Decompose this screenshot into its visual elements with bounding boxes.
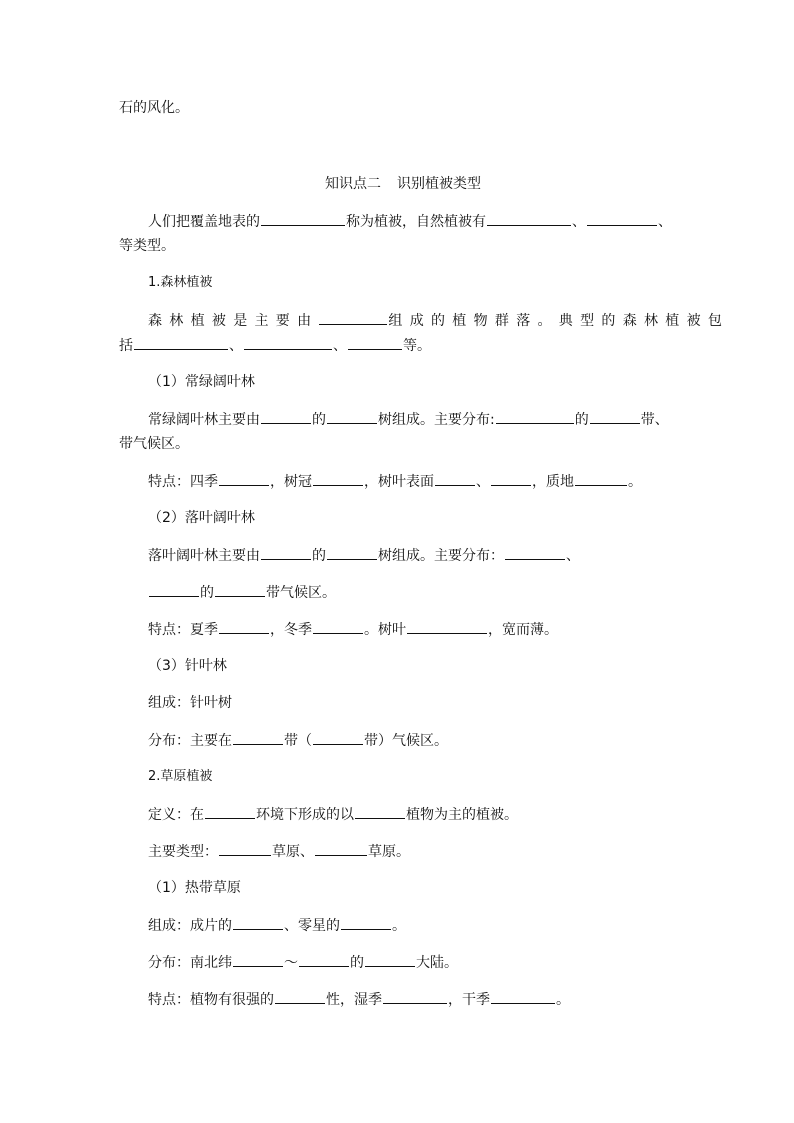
fill-blank[interactable] <box>205 804 255 819</box>
text-line: 主要类型： 草原、 草原。 <box>148 841 410 862</box>
fill-blank[interactable] <box>313 730 363 745</box>
fill-blank[interactable] <box>149 582 199 597</box>
fill-blank[interactable] <box>319 310 387 325</box>
text-line: 组成：成片的 、零星的 。 <box>148 915 406 936</box>
fill-blank[interactable] <box>496 409 574 424</box>
fill-blank[interactable] <box>355 804 405 819</box>
fill-blank[interactable] <box>215 582 265 597</box>
text-line: 石的风化。 <box>119 100 189 116</box>
text-line: 人们把覆盖地表的 称为植被，自然植被有 、 、 <box>148 211 672 232</box>
fill-blank[interactable] <box>244 335 332 350</box>
fill-blank[interactable] <box>219 619 269 634</box>
subheading: 2.草原植被 <box>148 769 213 784</box>
fill-blank[interactable] <box>233 915 283 930</box>
fill-blank[interactable] <box>383 989 447 1004</box>
fill-blank[interactable] <box>491 471 531 486</box>
subheading: （1）常绿阔叶林 <box>148 374 255 390</box>
text-line: 特点：四季 ，树冠 ，树叶表面 、 ，质地 。 <box>148 471 642 492</box>
fill-blank[interactable] <box>233 730 283 745</box>
fill-blank[interactable] <box>505 545 565 560</box>
fill-blank[interactable] <box>327 545 377 560</box>
fill-blank[interactable] <box>587 211 657 226</box>
section-heading: 知识点二 识别植被类型 <box>325 176 481 192</box>
subheading: （3）针叶林 <box>148 658 227 674</box>
fill-blank[interactable] <box>134 335 228 350</box>
subheading: （2）落叶阔叶林 <box>148 510 255 526</box>
fill-blank[interactable] <box>435 471 475 486</box>
text-line: 特点：植物有很强的 性，湿季 ，干季 。 <box>148 989 570 1010</box>
fill-blank[interactable] <box>219 471 269 486</box>
fill-blank[interactable] <box>327 409 377 424</box>
text-line: 括 、 、 等。 <box>119 335 431 356</box>
fill-blank[interactable] <box>315 841 367 856</box>
text-line: 的 带气候区。 <box>148 582 336 603</box>
text-line: 落叶阔叶林主要由 的 树组成。主要分布： 、 <box>148 545 580 566</box>
fill-blank[interactable] <box>590 409 640 424</box>
text-line: 分布：主要在 带（ 带）气候区。 <box>148 730 448 751</box>
fill-blank[interactable] <box>261 211 345 226</box>
fill-blank[interactable] <box>348 335 402 350</box>
fill-blank[interactable] <box>313 471 363 486</box>
text-line: 分布：南北纬 ～ 的 大陆。 <box>148 952 458 973</box>
subheading: （1）热带草原 <box>148 880 241 896</box>
text-line: 特点：夏季 ，冬季 。树叶 ，宽而薄。 <box>148 619 558 640</box>
fill-blank[interactable] <box>261 545 311 560</box>
fill-blank[interactable] <box>299 952 349 967</box>
fill-blank[interactable] <box>487 211 571 226</box>
fill-blank[interactable] <box>365 952 415 967</box>
fill-blank[interactable] <box>341 915 391 930</box>
fill-blank[interactable] <box>313 619 363 634</box>
fill-blank[interactable] <box>233 952 283 967</box>
fill-blank[interactable] <box>491 989 555 1004</box>
subheading: 1.森林植被 <box>148 275 213 290</box>
fill-blank[interactable] <box>219 841 271 856</box>
text-line: 定义：在 环境下形成的以 植物为主的植被。 <box>148 804 518 825</box>
text-line: 等类型。 <box>119 238 175 254</box>
fill-blank[interactable] <box>407 619 487 634</box>
text-line: 常绿阔叶林主要由 的 树组成。主要分布: 的 带、 <box>148 409 669 430</box>
text-line: 带气候区。 <box>119 436 189 452</box>
text-line: 森林植被是主要由 组成的植物群落。典型的森林植被包 <box>148 310 729 331</box>
text-line: 组成：针叶树 <box>148 695 232 711</box>
fill-blank[interactable] <box>261 409 311 424</box>
fill-blank[interactable] <box>575 471 627 486</box>
fill-blank[interactable] <box>275 989 325 1004</box>
